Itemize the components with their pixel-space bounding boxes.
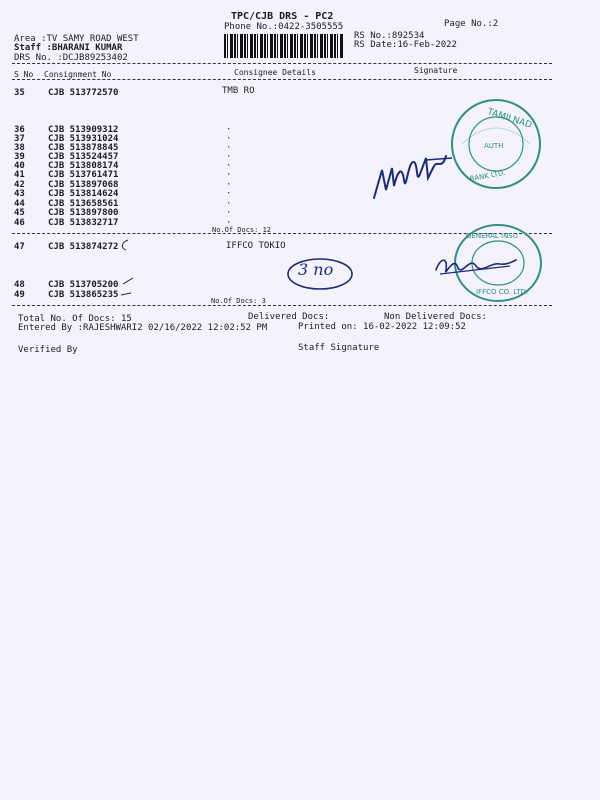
consignment-number: CJB 513874272 bbox=[48, 242, 119, 252]
consignment-number: CJB 513524457 bbox=[48, 152, 119, 162]
staff-signature-label: Staff Signature bbox=[298, 343, 380, 353]
dot-marker: · bbox=[226, 180, 232, 190]
page-number: Page No.:2 bbox=[444, 19, 499, 29]
rs-date: RS Date:16-Feb-2022 bbox=[354, 40, 457, 50]
dot-marker: · bbox=[226, 143, 232, 153]
printed-on: Printed on: 16-02-2022 12:09:52 bbox=[298, 322, 466, 332]
svg-text:TAMILNAD: TAMILNAD bbox=[485, 107, 534, 131]
drs-title: TPC/CJB DRS - PC2 bbox=[231, 11, 334, 22]
non-delivered-docs: Non Delivered Docs: bbox=[384, 312, 487, 322]
dot-marker: · bbox=[226, 134, 232, 144]
serial-number: 43 bbox=[14, 189, 25, 199]
consignment-number: CJB 513878845 bbox=[48, 143, 119, 153]
serial-number: 35 bbox=[14, 88, 25, 98]
serial-number: 38 bbox=[14, 143, 25, 153]
tick-mark-icon bbox=[118, 238, 130, 252]
dot-marker: · bbox=[226, 218, 232, 228]
serial-number: 36 bbox=[14, 125, 25, 135]
verified-by: Verified By bbox=[18, 345, 78, 355]
serial-number: 48 bbox=[14, 280, 25, 290]
divider bbox=[12, 63, 552, 64]
drs-number: DRS No. :DCJB89253402 bbox=[14, 53, 128, 63]
serial-number: 47 bbox=[14, 242, 25, 252]
col-header-consignment: Consignment No bbox=[44, 70, 112, 79]
consignment-number: CJB 513897800 bbox=[48, 208, 119, 218]
consignee-name: TMB RO bbox=[222, 86, 255, 96]
phone-number: Phone No.:0422-3505555 bbox=[224, 22, 344, 32]
total-docs: Total No. Of Docs: 15 bbox=[18, 314, 132, 324]
dot-marker: · bbox=[226, 170, 232, 180]
bank-seal-stamp bbox=[448, 96, 544, 192]
dot-marker: · bbox=[226, 161, 232, 171]
barcode bbox=[224, 34, 344, 58]
entered-by: Entered By :RAJESHWARI2 02/16/2022 12:02:52 PM bbox=[18, 323, 268, 333]
col-header-sno: S No bbox=[14, 70, 34, 79]
serial-number: 37 bbox=[14, 134, 25, 144]
rs-number: RS No.:892534 bbox=[354, 31, 425, 41]
serial-number: 41 bbox=[14, 170, 25, 180]
serial-number: 45 bbox=[14, 208, 25, 218]
serial-number: 39 bbox=[14, 152, 25, 162]
consignment-number: CJB 513832717 bbox=[48, 218, 119, 228]
delivered-docs: Delivered Docs: bbox=[248, 312, 330, 322]
col-header-signature: Signature bbox=[414, 66, 458, 75]
consignment-number: CJB 513897068 bbox=[48, 180, 119, 190]
area-field: Area :TV SAMY ROAD WEST bbox=[14, 34, 139, 44]
docs-count: No.Of Docs: 3 bbox=[211, 297, 266, 305]
svg-text:IFFCO CO. LTD.: IFFCO CO. LTD. bbox=[476, 288, 529, 296]
serial-number: 49 bbox=[14, 290, 25, 300]
dot-marker: · bbox=[226, 208, 232, 218]
consignment-number: CJB 513931024 bbox=[48, 134, 119, 144]
consignment-number: CJB 513658561 bbox=[48, 199, 119, 209]
consignment-number: CJB 513865235 bbox=[48, 290, 119, 300]
svg-text:BANK LTD.: BANK LTD. bbox=[469, 168, 507, 184]
consignee-name: IFFCO TOKIO bbox=[226, 241, 286, 251]
serial-number: 46 bbox=[14, 218, 25, 228]
dot-marker: · bbox=[226, 199, 232, 209]
handwritten-note: 3 no bbox=[298, 260, 334, 279]
consignment-number: CJB 513814624 bbox=[48, 189, 119, 199]
consignment-number: CJB 513772570 bbox=[48, 88, 119, 98]
tick-mark-icon bbox=[120, 290, 132, 298]
serial-number: 42 bbox=[14, 180, 25, 190]
divider bbox=[12, 305, 552, 306]
serial-number: 40 bbox=[14, 161, 25, 171]
dot-marker: · bbox=[226, 189, 232, 199]
handwritten-signature bbox=[368, 140, 458, 210]
staff-field: Staff :BHARANI KUMAR bbox=[14, 43, 123, 53]
svg-text:AUTH: AUTH bbox=[484, 142, 504, 150]
dot-marker: · bbox=[226, 125, 232, 135]
col-header-consignee: Consignee Details bbox=[234, 68, 316, 77]
consignment-number: CJB 513761471 bbox=[48, 170, 119, 180]
consignment-number: CJB 513909312 bbox=[48, 125, 119, 135]
tick-mark-icon bbox=[122, 276, 134, 286]
consignment-number: CJB 513705200 bbox=[48, 280, 119, 290]
dot-marker: · bbox=[226, 152, 232, 162]
divider bbox=[12, 79, 552, 80]
docs-count: No.Of Docs: 12 bbox=[212, 226, 272, 234]
svg-text:GENERAL INSU: GENERAL INSU bbox=[466, 232, 518, 240]
consignment-number: CJB 513808174 bbox=[48, 161, 119, 171]
serial-number: 44 bbox=[14, 199, 25, 209]
handwritten-signature bbox=[430, 248, 520, 280]
